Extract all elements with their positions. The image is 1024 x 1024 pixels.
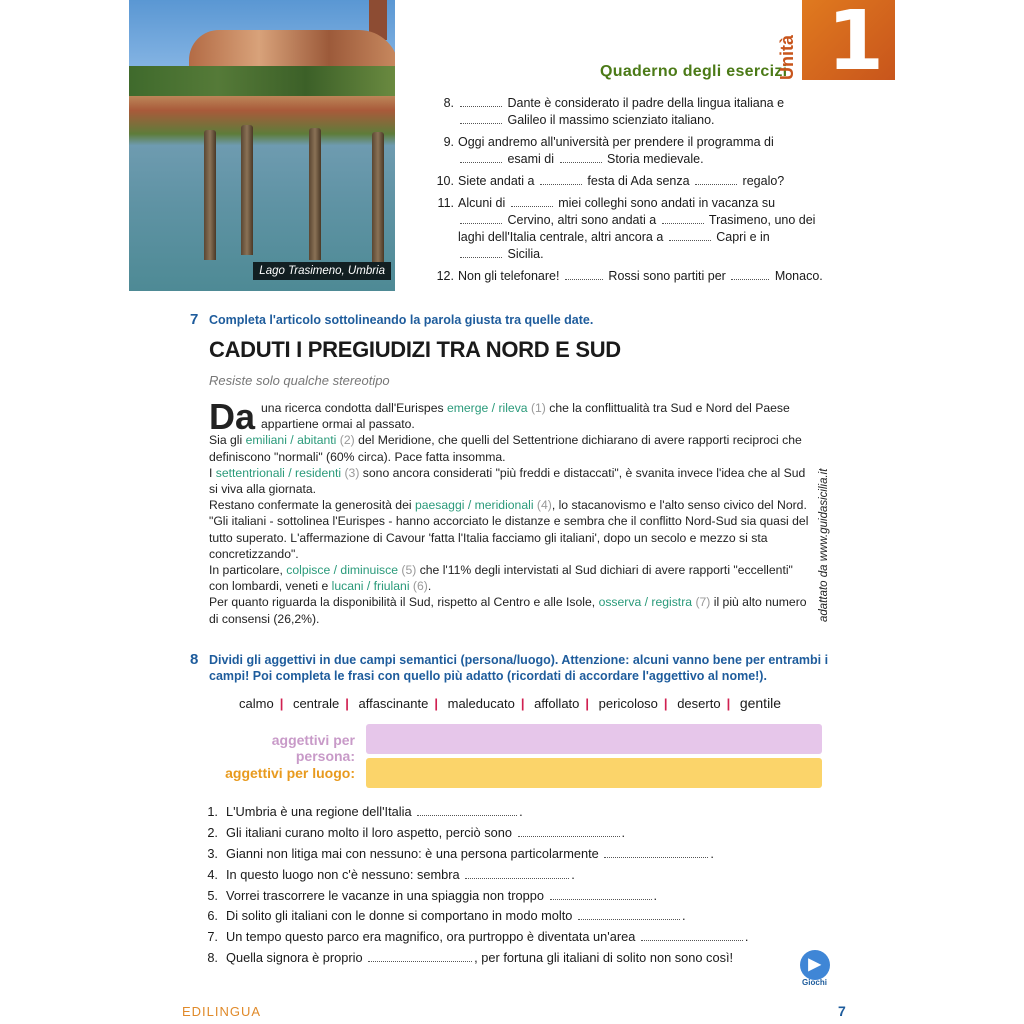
blank-field[interactable]	[511, 196, 553, 207]
item-number: 3.	[207, 845, 218, 861]
drop-cap: Da	[209, 396, 256, 437]
word-bank-item[interactable]: centrale	[292, 696, 340, 711]
word-choice[interactable]: emiliani / abitanti	[245, 433, 337, 448]
blank-field[interactable]	[460, 213, 502, 224]
photo-pole	[372, 132, 384, 262]
list-item	[425, 268, 845, 285]
blank-field[interactable]	[460, 247, 502, 258]
word-bank-item[interactable]: maleducato	[447, 696, 515, 711]
article-text: , lo stacanovismo e l'alto senso civico del Nord.	[551, 498, 807, 513]
gap-number: (6)	[412, 579, 428, 594]
sentence-text: , per fortuna gli italiani di solito non sono così!	[474, 950, 734, 966]
word-bank-item[interactable]: calmo	[239, 696, 274, 711]
sentence-text: .	[621, 824, 626, 840]
article-headline: CADUTI I PREGIUDIZI TRA NORD E SUD	[209, 337, 621, 362]
blank-field[interactable]	[518, 826, 620, 837]
exercise-number: 8	[190, 651, 199, 668]
sentence-text: .	[571, 866, 575, 882]
sentence-text: .	[681, 908, 686, 924]
lake-photo	[129, 0, 395, 291]
item-number: 2.	[207, 824, 218, 840]
separator: |	[663, 696, 668, 711]
sentence-text: .	[744, 929, 749, 945]
list-item	[425, 173, 845, 190]
item-number: 7.	[207, 929, 218, 945]
list-item	[200, 824, 840, 841]
article-text: il più alto numero di consensi (26,2%).	[209, 595, 807, 626]
sentence-text: In questo luogo non c'è nessuno: sembra	[226, 866, 460, 882]
photo-pole	[204, 130, 216, 260]
word-choice[interactable]: lucani / friulani	[331, 579, 410, 594]
workbook-title: Quaderno degli esercizi	[600, 63, 788, 80]
sentence-text: Oggi andremo all'università per prendere il programma di	[458, 135, 774, 149]
luogo-answer-box[interactable]	[366, 758, 822, 788]
word-choice[interactable]: emerge / rileva	[446, 401, 528, 415]
sentence-text: Rossi sono partiti per	[608, 269, 726, 283]
sentence-list-top	[425, 95, 845, 290]
article-text: Sia gli	[209, 433, 243, 448]
blank-field[interactable]	[604, 847, 708, 858]
article-text: che l'11% degli intervistati al Sud dichiari di avere rapporti "eccellenti" con lombardi, veneti e	[209, 563, 793, 594]
unit-label: Unità	[777, 35, 797, 80]
sentence-text: Di solito gli italiani con le donne si comportano in modo molto	[226, 908, 573, 924]
word-choice[interactable]: osserva / registra	[598, 595, 693, 610]
word-bank	[239, 695, 781, 711]
sentence-text: Quella signora è proprio	[226, 950, 363, 966]
blank-field[interactable]	[417, 805, 517, 816]
gap-number: (3)	[344, 465, 360, 480]
photo-pole	[309, 128, 321, 260]
blank-field[interactable]	[465, 868, 569, 879]
sentence-text: Capri e in	[716, 230, 770, 244]
article-body	[209, 396, 811, 627]
sentence-text: esami di	[507, 152, 555, 166]
sentence-text: Storia medievale.	[607, 152, 704, 166]
sentence-text: Galileo il massimo scienziato italiano.	[507, 113, 715, 127]
word-choice[interactable]: settentrionali / residenti	[215, 465, 342, 480]
source-credit: adattato da www.guidasicilia.it	[818, 468, 830, 622]
separator: |	[585, 696, 590, 711]
sentence-text: L'Umbria è una regione dell'Italia	[226, 804, 412, 819]
article-text: una ricerca condotta dall'Eurispes	[261, 401, 444, 415]
sentence-text: .	[653, 887, 658, 903]
sentence-text: .	[519, 804, 523, 819]
article-text: sono ancora considerati "più freddi e distaccati", è svanita invece l'idea che al Sud si viva alla giornata.	[209, 465, 806, 497]
list-item	[200, 845, 840, 862]
gap-number: (5)	[401, 563, 417, 578]
sentence-text: Alcuni di	[458, 196, 506, 210]
word-bank-item[interactable]: affascinante	[358, 696, 429, 711]
article-text: Restano confermate la generosità dei	[209, 498, 412, 513]
sentence-text: Dante è considerato il padre della lingua italiana e	[507, 96, 785, 110]
gamepad-icon: ▶	[800, 950, 830, 980]
list-item	[425, 95, 845, 129]
separator: |	[279, 696, 284, 711]
publisher-logo: EDILINGUA	[182, 1004, 262, 1019]
sentence-text: Non gli telefonare!	[458, 269, 560, 283]
gap-number: (4)	[536, 498, 552, 513]
list-item	[200, 949, 840, 966]
article-text: .	[427, 579, 432, 594]
giochi-button[interactable]	[797, 950, 832, 987]
page-number: 7	[838, 1003, 846, 1019]
sentence-text: Un tempo questo parco era magnifico, ora purtroppo è diventata un'area	[226, 929, 636, 945]
list-item	[200, 887, 840, 904]
sentence-text: Siete andati a	[458, 174, 535, 188]
article-text: I	[209, 465, 213, 480]
exercise-instruction: Completa l'articolo sottolineando la parola giusta tra quelle date.	[209, 313, 594, 327]
blank-field[interactable]	[662, 213, 704, 224]
blank-field[interactable]	[565, 269, 603, 280]
article-text: In particolare,	[209, 563, 283, 578]
word-bank-item[interactable]: pericoloso	[598, 696, 658, 711]
gap-number: (7)	[695, 595, 711, 610]
persona-answer-box[interactable]	[366, 724, 822, 754]
sentence-text: .	[710, 845, 714, 861]
luogo-label: aggettivi per luogo:	[225, 765, 355, 781]
article-text: "Gli italiani - sottolinea l'Eurispes - hanno accorciato le distanze e sembra che il conflitto Nord-Sud sia quasi del tutto superato. L'affermazione di Cavour 'fatta l'Italia facciamo gli italiani', dopo un secolo e mezzo si sta concretizzando".	[209, 514, 809, 561]
blank-field[interactable]	[460, 96, 502, 107]
item-number: 9.	[443, 135, 454, 149]
blank-field[interactable]	[368, 951, 472, 962]
blank-field[interactable]	[578, 909, 680, 920]
blank-field[interactable]	[695, 174, 737, 185]
list-item	[425, 134, 845, 168]
item-number: 8.	[443, 96, 454, 110]
separator: |	[726, 696, 731, 711]
blank-field[interactable]	[641, 930, 743, 941]
separator: |	[520, 696, 525, 711]
blank-field[interactable]	[540, 174, 582, 185]
list-item	[200, 928, 840, 945]
blank-field[interactable]	[550, 889, 652, 900]
gap-number: (1)	[530, 401, 546, 415]
article-subheading: Resiste solo qualche stereotipo	[209, 373, 390, 388]
article-text: Per quanto riguarda la disponibilità il Sud, rispetto al Centro e alle Isole,	[209, 595, 596, 610]
word-choice[interactable]: colpisce / diminuisce	[286, 563, 398, 578]
blank-field[interactable]	[560, 152, 602, 163]
sentence-text: Gli italiani curano molto il loro aspetto, perciò sono	[226, 824, 512, 840]
sentence-text: Trasimeno, uno dei laghi dell'Italia centrale, altri ancora a	[458, 213, 816, 244]
sentence-text: miei colleghi sono andati in vacanza su	[558, 196, 776, 210]
word-choice[interactable]: paesaggi / meridionali	[414, 498, 534, 513]
list-item	[200, 866, 840, 883]
item-number: 5.	[207, 887, 218, 903]
sentence-text: Cervino, altri sono andati a	[507, 213, 657, 227]
persona-label: aggettivi per persona:	[271, 732, 355, 764]
photo-trees	[129, 66, 395, 96]
photo-pole	[241, 125, 253, 255]
exercise-instruction: Dividi gli aggettivi in due campi semantici (persona/luogo). Attenzione: alcuni vanno bene per entrambi i campi! Poi completa le frasi con quello più adatto (ricordati di accordare l'aggettivo al nome!).	[209, 653, 829, 683]
word-bank-item[interactable]: affollato	[534, 696, 580, 711]
item-number: 6.	[207, 908, 218, 924]
list-item	[425, 195, 845, 263]
sentence-text: Monaco.	[774, 269, 823, 283]
gap-number: (2)	[339, 433, 355, 448]
unit-number: 1	[827, 0, 885, 89]
item-number: 8.	[207, 950, 218, 966]
sentence-text: festa di Ada senza	[587, 174, 690, 188]
item-number: 12.	[436, 269, 454, 283]
blank-field[interactable]	[731, 269, 769, 280]
blank-field[interactable]	[460, 152, 502, 163]
article-text: del Meridione, che quelli del Settentrione dichiarano di avere rapporti reciproci che definiscono "normali" (60% circa). Pace fatta insomma.	[209, 433, 802, 464]
sentence-text: Sicilia.	[507, 247, 544, 261]
item-number: 11.	[437, 196, 454, 210]
list-item	[200, 907, 840, 924]
list-item	[200, 803, 840, 820]
word-bank-item[interactable]: gentile	[739, 695, 782, 711]
item-number: 10.	[436, 174, 454, 188]
item-number: 4.	[207, 866, 218, 882]
sentence-text: regalo?	[742, 174, 785, 188]
separator: |	[434, 696, 438, 711]
giochi-label: Giochi	[802, 978, 827, 987]
photo-caption: Lago Trasimeno, Umbria	[253, 262, 391, 280]
separator: |	[345, 696, 349, 711]
word-bank-item[interactable]: deserto	[677, 696, 721, 711]
sentence-text: Gianni non litiga mai con nessuno: è una persona particolarmente	[226, 845, 599, 861]
blank-field[interactable]	[669, 230, 711, 241]
item-number: 1.	[207, 804, 218, 819]
article-text: che la conflittualità tra Sud e Nord del Paese appartiene ormai al passato.	[261, 401, 790, 432]
sentence-text: Vorrei trascorrere le vacanze in una spiaggia non troppo	[226, 887, 544, 903]
blank-field[interactable]	[460, 113, 502, 124]
exercise-number: 7	[190, 311, 199, 328]
sentence-list-bottom	[200, 803, 840, 970]
